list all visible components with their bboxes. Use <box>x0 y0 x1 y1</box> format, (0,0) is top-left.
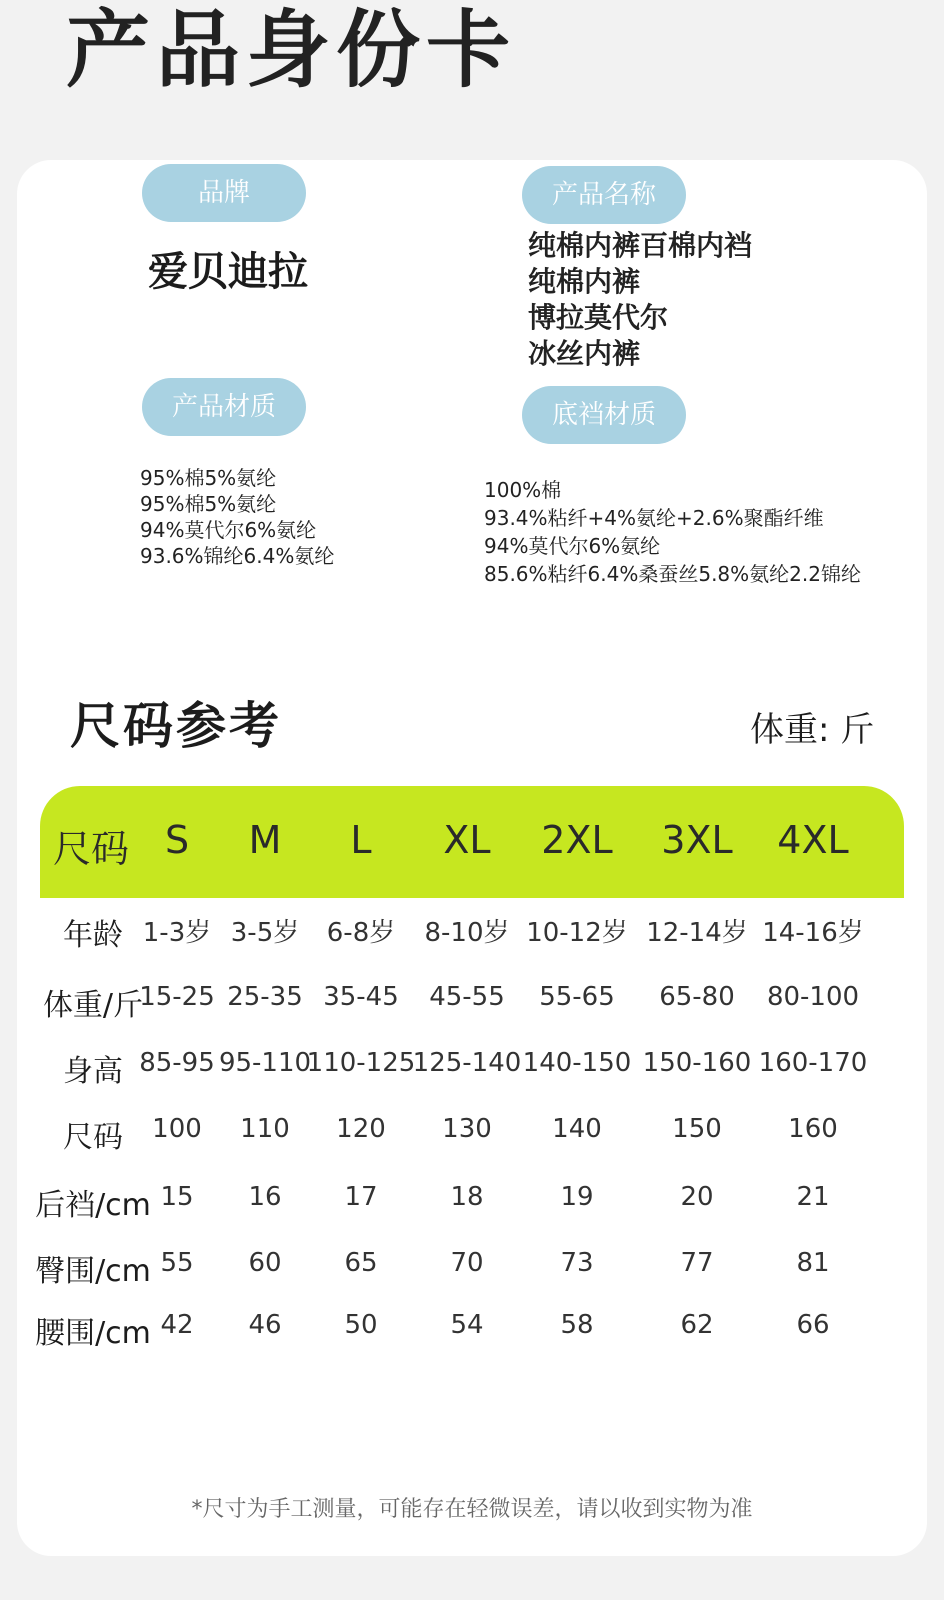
table-cell: 16 <box>248 1182 282 1212</box>
crotch-material-label-pill: 底裆材质 <box>522 386 686 444</box>
table-cell: 8-10岁 <box>424 918 510 948</box>
row-label: 年龄 <box>63 918 123 953</box>
product-name-list <box>528 228 752 372</box>
size-header-m: M <box>248 818 282 862</box>
table-cell: 46 <box>248 1310 282 1340</box>
table-cell: 35-45 <box>323 982 399 1012</box>
brand-label-pill: 品牌 <box>142 164 306 222</box>
size-header-l: L <box>350 818 372 862</box>
crotch-material-line: 94%莫代尔6%氨纶 <box>484 534 661 558</box>
product-name-label-pill: 产品名称 <box>522 166 686 224</box>
crotch-material-list <box>484 476 861 588</box>
table-cell: 160 <box>788 1114 838 1144</box>
table-cell: 73 <box>560 1248 594 1278</box>
table-cell: 140-150 <box>522 1048 632 1078</box>
table-cell: 150-160 <box>642 1048 752 1078</box>
size-header-3xl: 3XL <box>661 818 733 862</box>
table-cell: 58 <box>560 1310 594 1340</box>
table-cell: 120 <box>336 1114 386 1144</box>
table-cell: 18 <box>450 1182 484 1212</box>
table-cell: 130 <box>442 1114 492 1144</box>
product-name-line: 冰丝内裤 <box>528 337 641 370</box>
table-cell: 160-170 <box>758 1048 868 1078</box>
table-cell: 15-25 <box>139 982 215 1012</box>
table-cell: 12-14岁 <box>646 918 748 948</box>
size-header-s: S <box>164 818 190 862</box>
material-line: 93.6%锦纶6.4%氨纶 <box>140 544 335 568</box>
table-cell: 65-80 <box>659 982 735 1012</box>
table-cell: 42 <box>160 1310 194 1340</box>
table-cell: 19 <box>560 1182 594 1212</box>
row-label: 腰围/cm <box>35 1316 151 1351</box>
row-label: 后裆/cm <box>35 1188 151 1223</box>
material-list <box>140 465 334 569</box>
material-line: 94%莫代尔6%氨纶 <box>140 518 317 542</box>
table-cell: 10-12岁 <box>526 918 628 948</box>
table-cell: 17 <box>344 1182 378 1212</box>
table-cell: 66 <box>796 1310 830 1340</box>
table-cell: 15 <box>160 1182 194 1212</box>
table-cell: 70 <box>450 1248 484 1278</box>
table-cell: 55 <box>160 1248 194 1278</box>
table-cell: 110 <box>240 1114 290 1144</box>
table-cell: 20 <box>680 1182 714 1212</box>
size-header-xl: XL <box>443 818 491 862</box>
size-header-4xl: 4XL <box>777 818 849 862</box>
material-line: 95%棉5%氨纶 <box>140 466 277 490</box>
table-cell: 100 <box>152 1114 202 1144</box>
table-cell: 85-95 <box>139 1048 215 1078</box>
table-cell: 81 <box>796 1248 830 1278</box>
product-name-line: 纯棉内裤百棉内裆 <box>528 229 753 262</box>
crotch-material-line: 93.4%粘纤+4%氨纶+2.6%聚酯纤维 <box>484 506 824 530</box>
size-header-2xl: 2XL <box>541 818 613 862</box>
table-cell: 6-8岁 <box>326 918 396 948</box>
table-cell: 150 <box>672 1114 722 1144</box>
row-label: 臀围/cm <box>35 1254 151 1289</box>
table-cell: 125-140 <box>412 1048 522 1078</box>
table-cell: 50 <box>344 1310 378 1340</box>
table-cell: 80-100 <box>766 982 860 1012</box>
material-label-pill: 产品材质 <box>142 378 306 436</box>
page-title: 产品身份卡 <box>66 1 517 99</box>
material-line: 95%棉5%氨纶 <box>140 492 277 516</box>
table-cell: 77 <box>680 1248 714 1278</box>
measurement-footnote: *尺寸为手工测量，可能存在轻微误差，请以收到实物为准 <box>191 1497 753 1522</box>
size-section-title: 尺码参考 <box>70 697 282 755</box>
weight-unit-note: 体重: 斤 <box>750 710 875 750</box>
table-cell: 140 <box>552 1114 602 1144</box>
crotch-material-line: 85.6%粘纤6.4%桑蚕丝5.8%氨纶2.2锦纶 <box>484 562 861 586</box>
table-cell: 45-55 <box>429 982 505 1012</box>
table-cell: 21 <box>796 1182 830 1212</box>
table-cell: 3-5岁 <box>230 918 300 948</box>
table-cell: 110-125 <box>306 1048 416 1078</box>
product-name-line: 博拉莫代尔 <box>528 301 669 334</box>
row-label: 尺码 <box>63 1120 123 1155</box>
table-cell: 55-65 <box>539 982 615 1012</box>
table-cell: 14-16岁 <box>762 918 864 948</box>
row-label: 体重/斤 <box>42 988 144 1023</box>
table-cell: 25-35 <box>227 982 303 1012</box>
brand-value: 爱贝迪拉 <box>148 249 308 295</box>
table-cell: 54 <box>450 1310 484 1340</box>
size-header-label: 尺码 <box>52 827 129 871</box>
table-cell: 95-110 <box>218 1048 312 1078</box>
table-cell: 60 <box>248 1248 282 1278</box>
product-name-line: 纯棉内裤 <box>528 265 641 298</box>
table-cell: 62 <box>680 1310 714 1340</box>
table-cell: 1-3岁 <box>142 918 212 948</box>
table-cell: 65 <box>344 1248 378 1278</box>
row-label: 身高 <box>63 1054 123 1089</box>
crotch-material-line: 100%棉 <box>484 478 562 502</box>
